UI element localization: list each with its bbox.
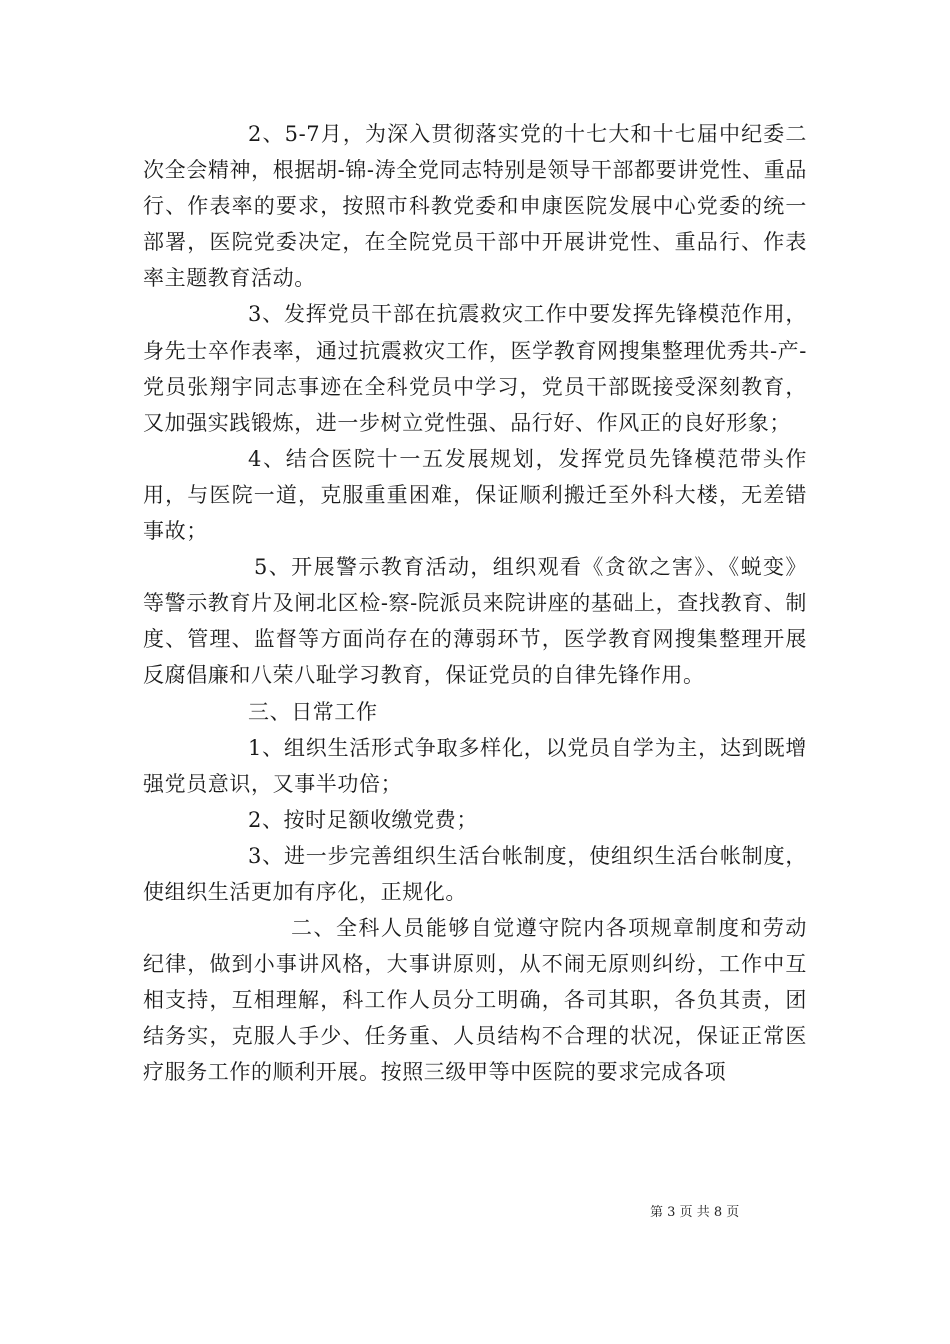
footer-total-pages: 8 [713,1205,723,1220]
paragraph-item-3: 3、发挥党员干部在抗震救灾工作中要发挥先锋模范作用，身先士卒作表率，通过抗震救灾工作，医学教育网搜集整理优秀共-产-党员张翔宇同志事迹在全科党员中学习，党员干部既接受深刻教育，又加强实践锻炼，进一步树立党性强、品行好、作风正的良好形象； [143,302,807,435]
paragraph-daily-1: 1、组织生活形式争取多样化，以党员自学为主，达到既增强党员意识，又事半功倍； [143,735,807,796]
section-heading-daily-work: 三、日常工作 [248,699,378,724]
paragraph-item-4: 4、结合医院十一五发展规划，发挥党员先锋模范带头作用，与医院一道，克服重重困难，保证顺利搬迁至外科大楼，无差错事故； [143,446,807,544]
footer-page-suffix: 页 [726,1205,740,1220]
paragraph-item-5: 5、开展警示教育活动，组织观看《贪欲之害》、《蜕变》等警示教育片及闸北区检-察-院派员来院讲座的基础上，查找教育、制度、管理、监督等方面尚存在的薄弱环节，医学教育网搜集整理开展反腐倡廉和八荣八耻学习教育，保证党员的自律先锋作用。 [143,555,807,688]
paragraph-daily-3: 3、进一步完善组织生活台帐制度，使组织生活台帐制度，使组织生活更加有序化，正规化。 [143,843,807,904]
paragraph-item-2: 2、5-7月，为深入贯彻落实党的十七大和十七届中纪委二次全会精神，根据胡-锦-涛全党同志特别是领导干部都要讲党性、重品行、作表率的要求，按照市科教党委和申康医院发展中心党委的统一部署，医院党委决定，在全院党员干部中开展讲党性、重品行、作表率主题教育活动。 [143,122,807,291]
body-text [143,116,807,1091]
paragraph-daily-2: 2、按时足额收缴党费； [248,807,478,832]
paragraph-section-two: 二、全科人员能够自觉遵守院内各项规章制度和劳动纪律，做到小事讲风格，大事讲原则，从不闹无原则纠纷，工作中互相支持，互相理解，科工作人员分工明确，各司其职，各负其责，团结务实，克服人手少、任务重、人员结构不合理的状况，保证正常医疗服务工作的顺利开展。按照三级甲等中医院的要求完成各项 [143,916,807,1085]
footer-page-prefix: 第 [650,1205,664,1220]
footer-page-number: 3 [667,1205,676,1220]
page-footer [650,1204,810,1222]
footer-page-middle: 页 共 [679,1205,710,1220]
